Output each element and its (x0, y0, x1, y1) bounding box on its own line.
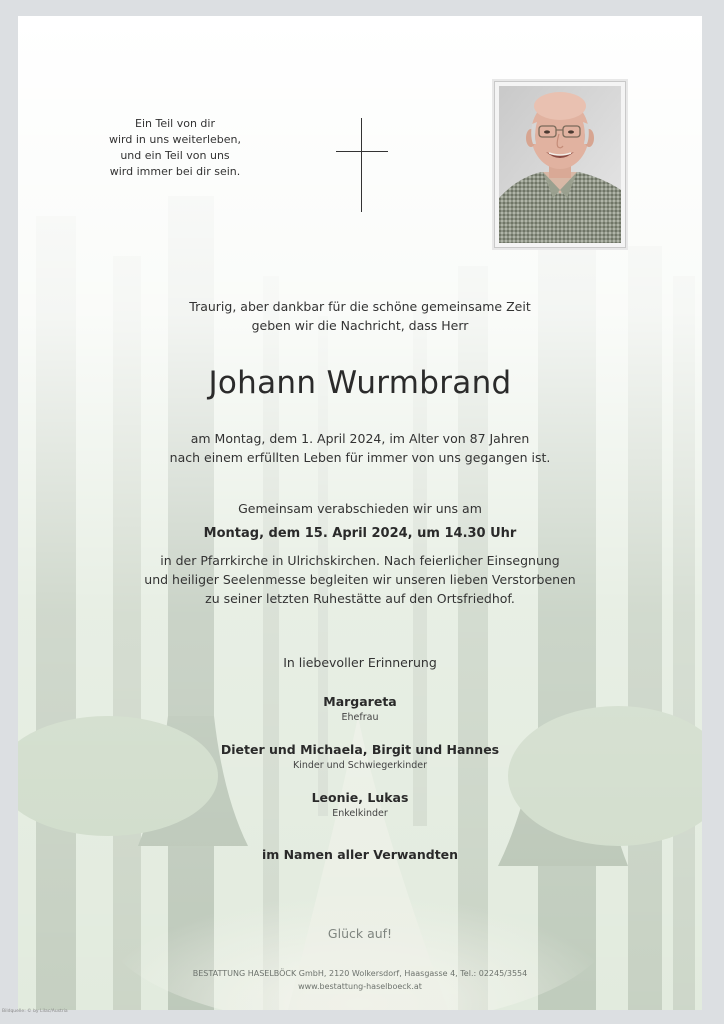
relatives-note: im Namen aller Verwandten (261, 847, 459, 862)
intro-text (18, 297, 702, 335)
family-role: Enkelkinder (332, 808, 388, 819)
deceased-name: Johann Wurmbrand (208, 365, 512, 401)
funeral-home-footer (18, 967, 702, 993)
death-line: am Montag, dem 1. April 2024, im Alter von 87 Jahren (190, 431, 530, 446)
funeral-details (18, 551, 702, 608)
intro-line: Traurig, aber dankbar für die schöne gemeinsame Zeit (189, 299, 531, 314)
funeral-date: Montag, dem 15. April 2024, um 14.30 Uhr (203, 526, 517, 541)
death-notice (18, 429, 702, 467)
family-names: Dieter und Michaela, Birgit und Hannes (220, 742, 500, 757)
portrait-photo (499, 86, 621, 243)
funeral-line: und heiliger Seelenmesse begleiten wir unseren lieben Verstorbenen (144, 572, 576, 587)
cross-icon (336, 118, 388, 212)
quote-line: und ein Teil von uns (120, 149, 230, 162)
funeral-line: in der Pfarrkirche in Ulrichskirchen. Nach feierlicher Einsegnung (160, 553, 560, 568)
quote-line: Ein Teil von dir (135, 117, 215, 130)
death-line: nach einem erfüllten Leben für immer von uns gegangen ist. (169, 450, 551, 465)
intro-line: geben wir die Nachricht, dass Herr (251, 318, 469, 333)
funeral-home-website: www.bestattung-haselboeck.at (298, 982, 422, 991)
quote-line: wird immer bei dir sein. (109, 165, 241, 178)
funeral-intro: Gemeinsam verabschieden wir uns am (238, 501, 482, 516)
family-group (18, 693, 702, 724)
portrait-photo-frame (494, 81, 626, 248)
image-credit: Bildquelle: © by Lilac/Austria (2, 1009, 68, 1014)
funeral-line: zu seiner letzten Ruhestätte auf den Ortsfriedhof. (205, 591, 515, 606)
memory-heading: In liebevoller Erinnerung (283, 655, 437, 670)
family-names: Margareta (323, 694, 397, 709)
closing-salutation: Glück auf! (327, 926, 393, 941)
family-group (18, 789, 702, 820)
family-names: Leonie, Lukas (311, 790, 409, 805)
obituary-card (18, 16, 702, 1010)
memorial-quote (90, 116, 260, 180)
funeral-home-address: BESTATTUNG HASELBÖCK GmbH, 2120 Wolkersdorf, Haasgasse 4, Tel.: 02245/3554 (192, 969, 528, 978)
family-role: Kinder und Schwiegerkinder (292, 760, 428, 771)
family-group (18, 741, 702, 772)
quote-line: wird in uns weiterleben, (108, 133, 242, 146)
family-role: Ehefrau (341, 712, 379, 723)
